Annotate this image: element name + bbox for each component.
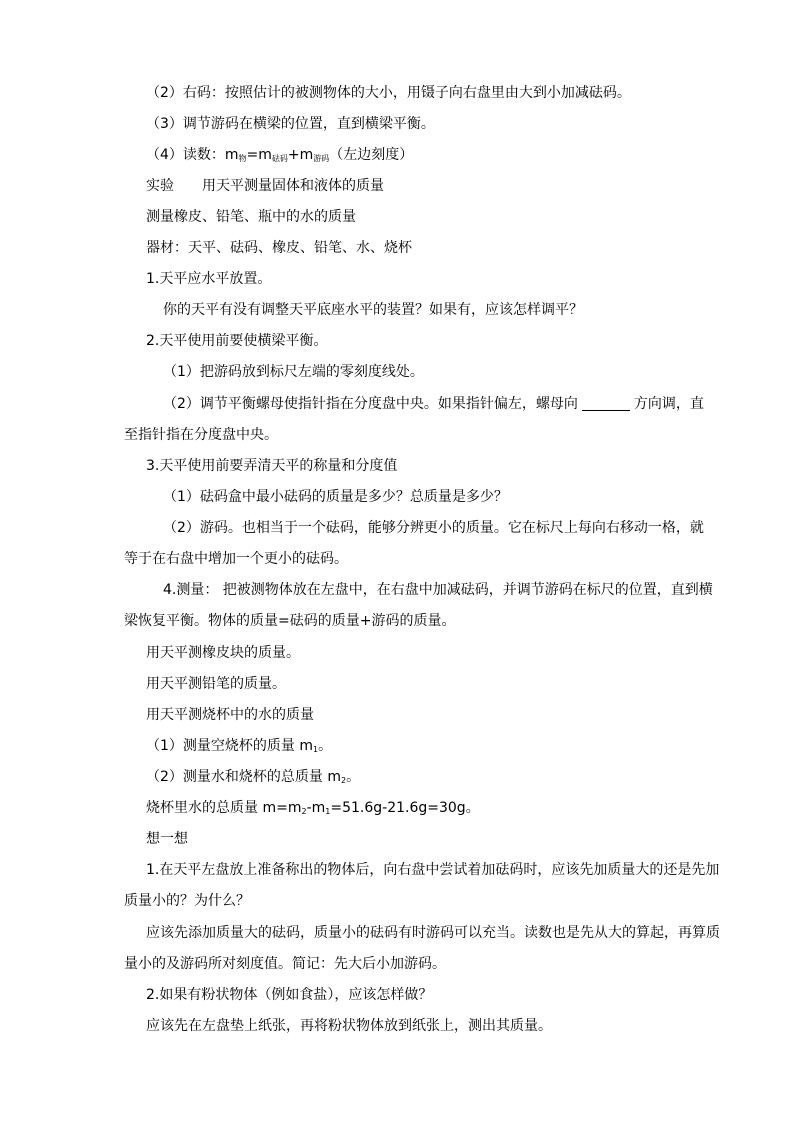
text-line: 等于在右盘中增加一个更小的砝码。 bbox=[124, 551, 348, 567]
text-line bbox=[146, 767, 360, 791]
text-line: 梁恢复平衡。物体的质量=砝码的质量+游码的质量。 bbox=[124, 613, 456, 629]
subscript: 2 bbox=[341, 776, 347, 785]
text-fragment: （4）读数：m bbox=[146, 147, 239, 163]
text-fragment: （2）调节平衡螺母使指针指在分度盘中央。如果指针偏左，螺母向 bbox=[163, 396, 578, 412]
text-line: 器材：天平、砝码、橡皮、铅笔、水、烧杯 bbox=[146, 240, 412, 256]
text-fragment: （2）测量水和烧杯的总质量 m bbox=[146, 769, 341, 785]
text-line: （1）把游码放到标尺左端的零刻度线处。 bbox=[163, 364, 424, 380]
formula-line bbox=[146, 798, 480, 822]
text-fragment: （左边刻度） bbox=[329, 147, 414, 163]
subscript: 游码 bbox=[313, 154, 330, 163]
fill-in-blank bbox=[582, 396, 630, 411]
subscript: 1 bbox=[325, 807, 331, 816]
text-fragment: （1）测量空烧杯的质量 m bbox=[146, 738, 313, 754]
text-fragment: -m bbox=[306, 800, 326, 816]
subscript: 物 bbox=[238, 154, 247, 163]
text-line: （2）右码：按照估计的被测物体的大小，用镊子向右盘里由大到小加减砝码。 bbox=[146, 85, 631, 101]
text-line: 测量橡皮、铅笔、瓶中的水的质量 bbox=[146, 209, 356, 225]
text-fragment: =m bbox=[246, 147, 272, 163]
text-line: （3）调节游码在横梁的位置，直到横梁平衡。 bbox=[146, 116, 435, 132]
subscript: 砝码 bbox=[271, 154, 288, 163]
formula-line bbox=[146, 145, 413, 169]
text-line: 用天平测橡皮块的质量。 bbox=[146, 645, 300, 661]
answer-line: 应该先在左盘垫上纸张，再将粉状物体放到纸张上，测出其质量。 bbox=[146, 1018, 552, 1034]
text-line: 2.天平使用前要使横梁平衡。 bbox=[146, 333, 328, 349]
subscript: 1 bbox=[313, 745, 319, 754]
subscript: 2 bbox=[301, 807, 307, 816]
text-line bbox=[146, 736, 332, 760]
text-line: （1）砝码盒中最小砝码的质量是多少？总质量是多少？ bbox=[163, 489, 508, 505]
text-fragment: 。 bbox=[318, 738, 333, 754]
question-line: 质量小的？为什么？ bbox=[124, 893, 250, 909]
text-line: 3.天平使用前要弄清天平的称量和分度值 bbox=[146, 458, 398, 474]
text-line bbox=[163, 394, 704, 414]
text-line: 至指针指在分度盘中央。 bbox=[124, 427, 278, 443]
text-line: 用天平测烧杯中的水的质量 bbox=[146, 707, 314, 723]
text-line: （2）游码。也相当于一个砝码，能够分辨更小的质量。它在标尺上每向右移动一格，就 bbox=[163, 520, 704, 536]
text-fragment: 烧杯里水的总质量 m=m bbox=[146, 800, 302, 816]
text-fragment: =51.6g-21.6g=30g。 bbox=[330, 800, 480, 816]
text-line: 你的天平有没有调整天平底座水平的装置？如果有，应该怎样调平？ bbox=[163, 302, 583, 318]
text-line: 4.测量： 把被测物体放在左盘中，在右盘中加减砝码，并调节游码在标尺的位置，直到横 bbox=[163, 582, 713, 598]
text-fragment: 。 bbox=[346, 769, 361, 785]
text-fragment: +m bbox=[287, 147, 314, 163]
answer-line: 应该先添加质量大的砝码，质量小的砝码有时游码可以充当。读数也是先从大的算起，再算质 bbox=[146, 925, 720, 941]
answer-line: 量小的及游码所对刻度值。简记：先大后小加游码。 bbox=[124, 956, 446, 972]
text-line: 1.天平应水平放置。 bbox=[146, 271, 272, 287]
section-heading: 想一想 bbox=[146, 831, 188, 847]
text-fragment: 方向调，直 bbox=[633, 396, 704, 412]
question-line: 1.在天平左盘放上准备称出的物体后，向右盘中尝试着加砝码时，应该先加质量大的还是先加 bbox=[146, 862, 720, 878]
text-line: 用天平测铅笔的质量。 bbox=[146, 676, 286, 692]
section-heading: 实验 用天平测量固体和液体的质量 bbox=[146, 178, 384, 194]
question-line: 2.如果有粉状物体（例如食盐），应该怎样做？ bbox=[146, 987, 433, 1003]
